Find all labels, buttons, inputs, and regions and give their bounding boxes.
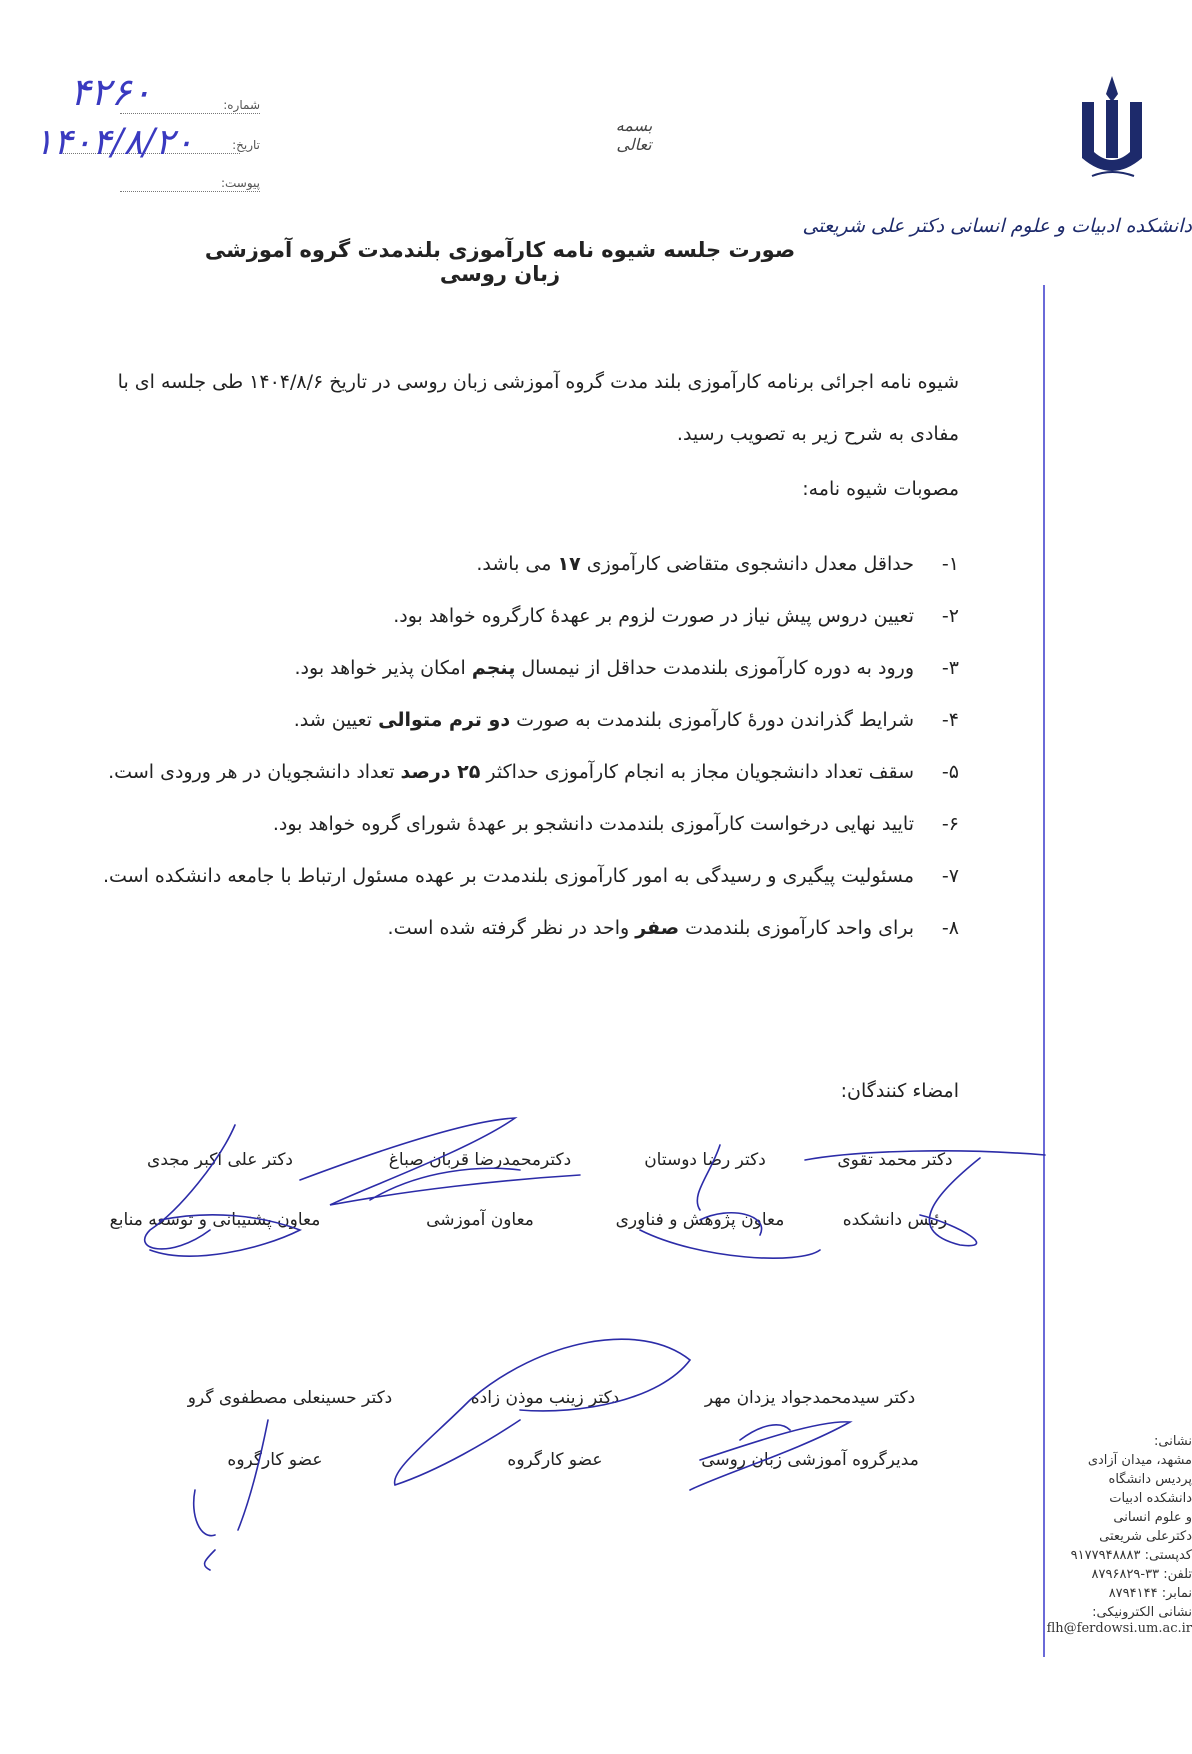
approvals-list — [94, 538, 959, 954]
item-number: ۶- — [941, 813, 959, 835]
date-label: تاریخ: — [232, 138, 260, 152]
handwritten-number: ۴۲۶۰ — [70, 70, 152, 114]
item-text: برای واحد کارآموزی بلندمدت — [679, 917, 914, 939]
signer-name: دکتر سیدمحمدجواد یزدان مهر — [704, 1388, 916, 1408]
item-text: مسئولیت پیگیری و رسیدگی به امور کارآموزی بلندمدت بر عهده مسئول ارتباط با جامعه دانشکده است. — [102, 865, 914, 887]
address-line: مشهد، میدان آزادی — [1087, 1453, 1192, 1468]
item-number: ۱- — [941, 553, 959, 575]
item-text-end: تعداد دانشجویان در هر ورودی است. — [108, 761, 401, 783]
address-line: پردیس دانشگاه — [1108, 1472, 1192, 1487]
item-text-end: امکان پذیر خواهد بود. — [294, 657, 472, 679]
item-text: تعیین دروس پیش نیاز در صورت لزوم بر عهدهٔ کارگروه خواهد بود. — [393, 605, 914, 627]
item-number: ۸- — [941, 917, 959, 939]
item-number: ۵- — [941, 761, 959, 783]
address-line: دکترعلی شریعتی — [1099, 1529, 1192, 1544]
signature-mostafavi — [194, 1420, 268, 1570]
document-title: صورت جلسه شیوه نامه کارآموزی بلندمدت گروه آموزشی زبان روسی — [204, 238, 796, 286]
approval-item — [94, 798, 959, 850]
bismillah: بسمه تعالی — [615, 116, 653, 154]
signer-name: دکترمحمدرضا قربان صباغ — [388, 1150, 572, 1170]
approval-item — [94, 642, 959, 694]
approval-item — [94, 694, 959, 746]
signer-name: دکتر حسینعلی مصطفوی گرو — [187, 1388, 393, 1408]
item-text: شرایط گذراندن دورهٔ کارآموزی بلندمدت به صورت — [510, 709, 914, 731]
handwritten-date: ۱۴۰۴/۸/۲۰ — [34, 122, 194, 163]
item-emphasis: پنجم — [471, 657, 516, 679]
signer-name: دکتر علی اکبر مجدی — [147, 1150, 293, 1170]
item-text: سقف تعداد دانشجویان مجاز به انجام کارآموزی حداکثر — [480, 761, 914, 783]
approval-item — [94, 902, 959, 954]
intro-paragraph: شیوه نامه اجرائی برنامه کارآموزی بلند مدت گروه آموزشی زبان روسی در تاریخ ۱۴۰۴/۸/۶ طی جلسه ای با مفادی به شرح زیر به تصویب رسید. — [117, 371, 959, 445]
number-label: شماره: — [223, 98, 260, 112]
signer-name: دکتر زینب موذن زاده — [470, 1388, 620, 1408]
signer-name: دکتر رضا دوستان — [644, 1150, 766, 1170]
item-text: ورود به دوره کارآموزی بلندمدت حداقل از نیمسال — [515, 657, 914, 679]
item-number: ۳- — [941, 657, 959, 679]
university-logo — [1062, 72, 1162, 192]
item-number: ۴- — [941, 709, 959, 731]
item-text-end: تعیین شد. — [293, 709, 379, 731]
item-emphasis: ۱۷ — [557, 553, 581, 575]
signer-role: عضو کارگروه — [227, 1450, 323, 1470]
email-address[interactable]: flh@ferdowsi.um.ac.ir — [1046, 1621, 1192, 1636]
approval-item — [94, 590, 959, 642]
attachment-label: پیوست: — [220, 176, 260, 190]
item-emphasis: صفر — [635, 917, 680, 939]
item-text: تایید نهایی درخواست کارآموزی بلندمدت دانشجو بر عهدهٔ شورای گروه خواهد بود. — [272, 813, 914, 835]
signer-role: مدیرگروه آموزشی زبان روسی — [701, 1450, 919, 1470]
item-emphasis: ۲۵ درصد — [400, 761, 481, 783]
address-line: نشانی: — [1153, 1434, 1192, 1449]
signer-role: عضو کارگروه — [507, 1450, 603, 1470]
address-line: تلفن: ۳۳-۸۷۹۶۸۲۹ — [1091, 1567, 1192, 1582]
item-text-end: واحد در نظر گرفته شده است. — [387, 917, 636, 939]
attachment-dotted-line — [120, 190, 260, 192]
approval-item — [94, 746, 959, 798]
address-line: کدپستی: ۹۱۷۷۹۴۸۸۸۳ — [1070, 1548, 1192, 1563]
approvals-heading: مصوبات شیوه نامه: — [802, 478, 959, 500]
signature-majdi — [145, 1125, 300, 1256]
item-number: ۷- — [941, 865, 959, 887]
item-text: حداقل معدل دانشجوی متقاضی کارآموزی — [580, 553, 914, 575]
item-text-end: می باشد. — [476, 553, 558, 575]
signer-role: معاون پژوهش و فناوری — [615, 1210, 785, 1230]
signer-role: معاون آموزشی — [426, 1210, 534, 1230]
signer-role: رئیس دانشکده — [842, 1210, 948, 1230]
approval-item — [94, 850, 959, 902]
address-line: دانشکده ادبیات — [1109, 1491, 1192, 1506]
item-emphasis: دو ترم متوالی — [378, 709, 511, 731]
address-line: نمابر: ۸۷۹۴۱۴۴ — [1108, 1586, 1192, 1601]
address-block — [1042, 1432, 1192, 1622]
signers-heading: امضاء کنندگان: — [840, 1080, 959, 1102]
address-line: نشانی الکترونیکی: — [1092, 1605, 1192, 1620]
address-line: و علوم انسانی — [1113, 1510, 1192, 1525]
signer-role: معاون پشتیبانی و توسعه منابع — [109, 1210, 321, 1230]
faculty-name: دانشکده ادبیات و علوم انسانی دکتر علی شریعتی — [802, 215, 1192, 237]
item-number: ۲- — [941, 605, 959, 627]
signer-name: دکتر محمد تقوی — [837, 1150, 953, 1170]
approval-item — [94, 538, 959, 590]
